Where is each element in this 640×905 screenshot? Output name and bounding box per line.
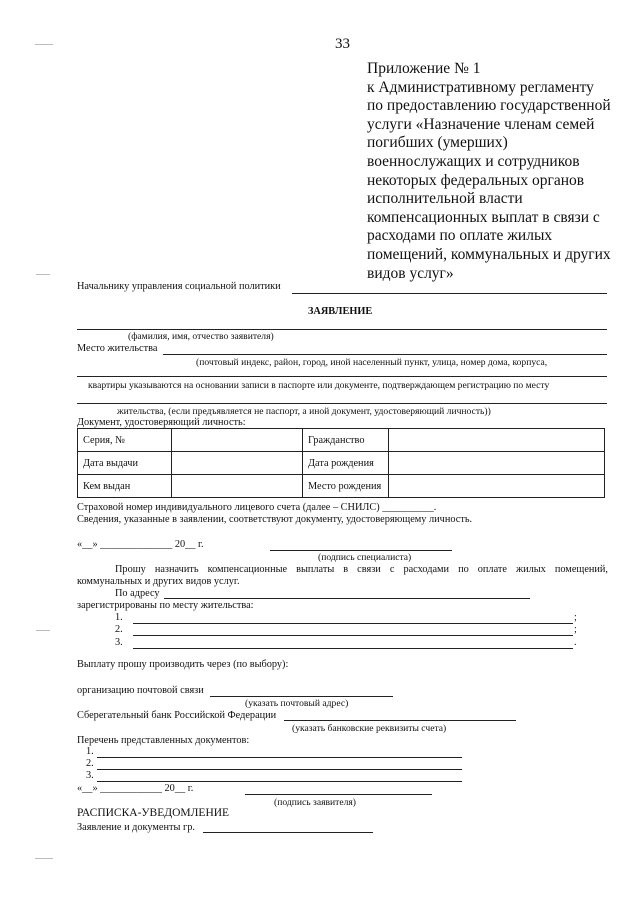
- registered-label: зарегистрированы по месту жительства:: [77, 600, 254, 611]
- bank-label: Сберегательный банк Российской Федерации: [77, 710, 277, 721]
- appendix-line: видов услуг»: [367, 264, 454, 282]
- residence-caption: квартиры указываются на основании записи в паспорте или документе, подтверждающем регистрацию по месту: [88, 380, 550, 391]
- date-field[interactable]: «__» ______________ 20__ г.: [77, 539, 204, 550]
- appendix-line: по предоставлению государственной: [367, 97, 611, 115]
- receipt-title: РАСПИСКА-УВЕДОМЛЕНИЕ: [77, 807, 230, 819]
- appendix-line: к Административному регламенту: [367, 78, 594, 96]
- registered-item-number: 1.: [115, 612, 123, 623]
- snils-line: Страховой номер индивидуального лицевого счета (далее – СНИЛС) __________.: [77, 502, 437, 513]
- appendix-line: некоторых федеральных органов: [367, 171, 585, 189]
- id-document-table: [77, 428, 605, 498]
- doc-item-number: 1.: [86, 746, 94, 757]
- post-caption: (указать почтовый адрес): [245, 698, 349, 709]
- residence-caption: жительства, (если предъявляется не паспорт, а иной документ, удостоверяющий личность)): [117, 406, 491, 417]
- registered-person-field[interactable]: [133, 623, 573, 624]
- item-end: .: [574, 637, 577, 648]
- residence-field-2[interactable]: [77, 376, 607, 377]
- id-doc-label: Документ, удостоверяющий личность:: [77, 417, 246, 428]
- appendix-line: Приложение № 1: [367, 60, 481, 77]
- registered-person-field[interactable]: [133, 648, 573, 649]
- table-cell-label: Серия, №: [78, 429, 172, 452]
- item-end: ;: [574, 612, 577, 623]
- table-row: [78, 452, 605, 475]
- bank-details-field[interactable]: [284, 720, 516, 721]
- applicant-signature-field[interactable]: [245, 794, 432, 795]
- residence-field[interactable]: [163, 354, 607, 355]
- bank-caption: (указать банковские реквизиты счета): [292, 723, 447, 734]
- form-title: ЗАЯВЛЕНИЕ: [308, 306, 373, 317]
- scan-speck: [35, 44, 53, 45]
- date-field[interactable]: «__» ____________ 20__ г.: [77, 783, 194, 794]
- applicant-caption: (подпись заявителя): [274, 797, 357, 808]
- receipt-name-field[interactable]: [203, 832, 373, 833]
- doc-item-field[interactable]: [97, 757, 462, 758]
- table-cell-label: Кем выдан: [78, 475, 172, 498]
- table-cell-input[interactable]: [172, 452, 303, 475]
- doc-item-field[interactable]: [97, 781, 462, 782]
- registered-item-number: 3.: [115, 637, 123, 648]
- table-row: [78, 429, 605, 452]
- item-end: ;: [574, 624, 577, 635]
- table-cell-input[interactable]: [389, 475, 605, 498]
- table-cell-input[interactable]: [389, 452, 605, 475]
- doc-item-number: 3.: [86, 770, 94, 781]
- table-cell-input[interactable]: [172, 475, 303, 498]
- residence-label: Место жительства: [77, 343, 158, 354]
- doc-item-number: 2.: [86, 758, 94, 769]
- table-cell-label: Дата выдачи: [78, 452, 172, 475]
- appendix-line: исполнительной власти: [367, 190, 523, 208]
- scan-speck: [35, 858, 53, 859]
- appendix-line: помещений, коммунальных и других: [367, 245, 611, 263]
- name-caption: (фамилия, имя, отчество заявителя): [128, 331, 274, 342]
- addressee-field[interactable]: [292, 293, 607, 294]
- appendix-header: [367, 60, 629, 283]
- specialist-signature-field[interactable]: [270, 550, 452, 551]
- appendix-line: военнослужащих и сотрудников: [367, 152, 580, 170]
- post-label: организацию почтовой связи: [77, 685, 204, 696]
- request-text: Прошу назначить компенсационные выплаты в связи с расходами по оплате жилых помещений,: [115, 564, 608, 575]
- address-label: По адресу: [115, 588, 160, 599]
- address-field[interactable]: [164, 598, 530, 599]
- appendix-line: расходами по оплате жилых: [367, 227, 553, 245]
- scan-speck: [36, 630, 50, 631]
- post-address-field[interactable]: [210, 696, 393, 697]
- conformity-statement: Сведения, указанные в заявлении, соответствуют документу, удостоверяющему личность.: [77, 514, 473, 525]
- table-cell-label: Гражданство: [303, 429, 389, 452]
- doc-item-field[interactable]: [97, 769, 462, 770]
- request-text: коммунальных и других видов услуг.: [77, 576, 240, 587]
- registered-person-field[interactable]: [133, 635, 573, 636]
- receipt-text: Заявление и документы гр.: [77, 822, 195, 833]
- residence-caption: (почтовый индекс, район, город, иной населенный пункт, улица, номер дома, корпуса,: [196, 357, 548, 368]
- table-cell-label: Место рождения: [303, 475, 389, 498]
- table-cell-input[interactable]: [389, 429, 605, 452]
- table-row: [78, 475, 605, 498]
- appendix-line: погибших (умерших): [367, 134, 508, 152]
- payment-label: Выплату прошу производить через (по выбору):: [77, 659, 289, 670]
- scan-speck: [36, 274, 50, 275]
- docs-label: Перечень представленных документов:: [77, 735, 250, 746]
- addressee-label: Начальнику управления социальной политики: [77, 281, 281, 292]
- table-cell-input[interactable]: [172, 429, 303, 452]
- registered-item-number: 2.: [115, 624, 123, 635]
- table-cell-label: Дата рождения: [303, 452, 389, 475]
- specialist-caption: (подпись специалиста): [318, 552, 412, 563]
- appendix-line: компенсационных выплат в связи с: [367, 208, 600, 226]
- page-number: 33: [335, 36, 350, 52]
- residence-field-3[interactable]: [77, 403, 607, 404]
- applicant-name-field[interactable]: [77, 329, 607, 330]
- appendix-line: услуги «Назначение членам семей: [367, 115, 595, 133]
